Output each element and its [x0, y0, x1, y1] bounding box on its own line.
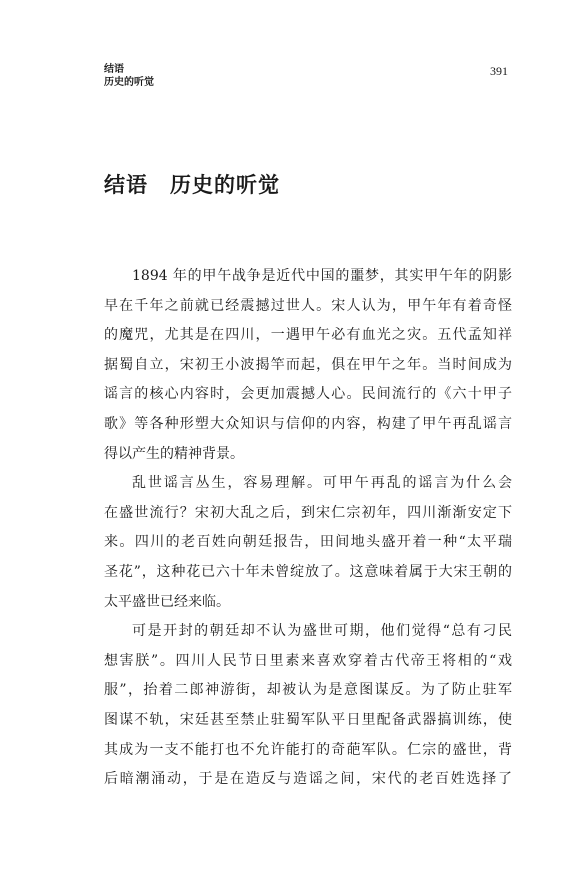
- body-text: [104, 262, 512, 795]
- running-head: [104, 63, 154, 89]
- text-line: 得以产生的精神背景。: [104, 445, 244, 462]
- text-line: 圣花”，这种花已六十年未曾绽放了。这意味着属于大宋王朝的: [104, 563, 512, 580]
- paragraph-2: [104, 469, 512, 617]
- running-head-section: 历史的听觉: [104, 77, 154, 88]
- text-line: 歌》等各种形塑大众知识与信仰的内容，构建了甲午再乱谣言: [104, 415, 512, 432]
- text-line: 1894 年的甲午战争是近代中国的噩梦，其实甲午年的阴影: [132, 268, 512, 284]
- running-head-chapter: 结语: [104, 64, 124, 75]
- page-number: 391: [490, 64, 508, 78]
- text-line: 后暗潮涌动，于是在造反与造谣之间，宋代的老百姓选择了: [104, 771, 512, 788]
- text-line: 乱世谣言丛生，容易理解。可甲午再乱的谣言为什么会: [132, 475, 512, 492]
- text-line: 谣言的核心内容时，会更加震撼人心。民间流行的《六十甲子: [104, 386, 512, 403]
- text-line: 据蜀自立，宋初王小波揭竿而起，俱在甲午之年。当时间成为: [104, 356, 512, 373]
- text-line: 可是开封的朝廷却不认为盛世可期，他们觉得“总有刁民: [132, 623, 512, 640]
- text-line: 太平盛世已经来临。: [104, 593, 230, 610]
- paragraph-1: [104, 262, 512, 469]
- text-line: 在盛世流行？宋初大乱之后，到宋仁宗初年，四川渐渐安定下: [104, 504, 512, 521]
- text-line: 的魔咒，尤其是在四川，一遇甲午必有血光之灾。五代孟知祥: [104, 327, 512, 344]
- paragraph-3: [104, 617, 512, 795]
- chapter-title: 结语 历史的听觉: [104, 173, 280, 197]
- text-line: 其成为一支不能打也不允许能打的奇葩军队。仁宗的盛世，背: [104, 741, 512, 758]
- text-line: 图谋不轨，宋廷甚至禁止驻蜀军队平日里配备武器搞训练，使: [104, 711, 512, 728]
- text-line: 服”，抬着二郎神游街，却被认为是意图谋反。为了防止驻军: [104, 682, 512, 699]
- text-line: 来。四川的老百姓向朝廷报告，田间地头盛开着一种“太平瑞: [104, 534, 512, 551]
- text-line: 早在千年之前就已经震撼过世人。宋人认为，甲午年有着奇怪: [104, 297, 512, 314]
- text-line: 想害朕”。四川人民节日里素来喜欢穿着古代帝王将相的“戏: [104, 652, 512, 669]
